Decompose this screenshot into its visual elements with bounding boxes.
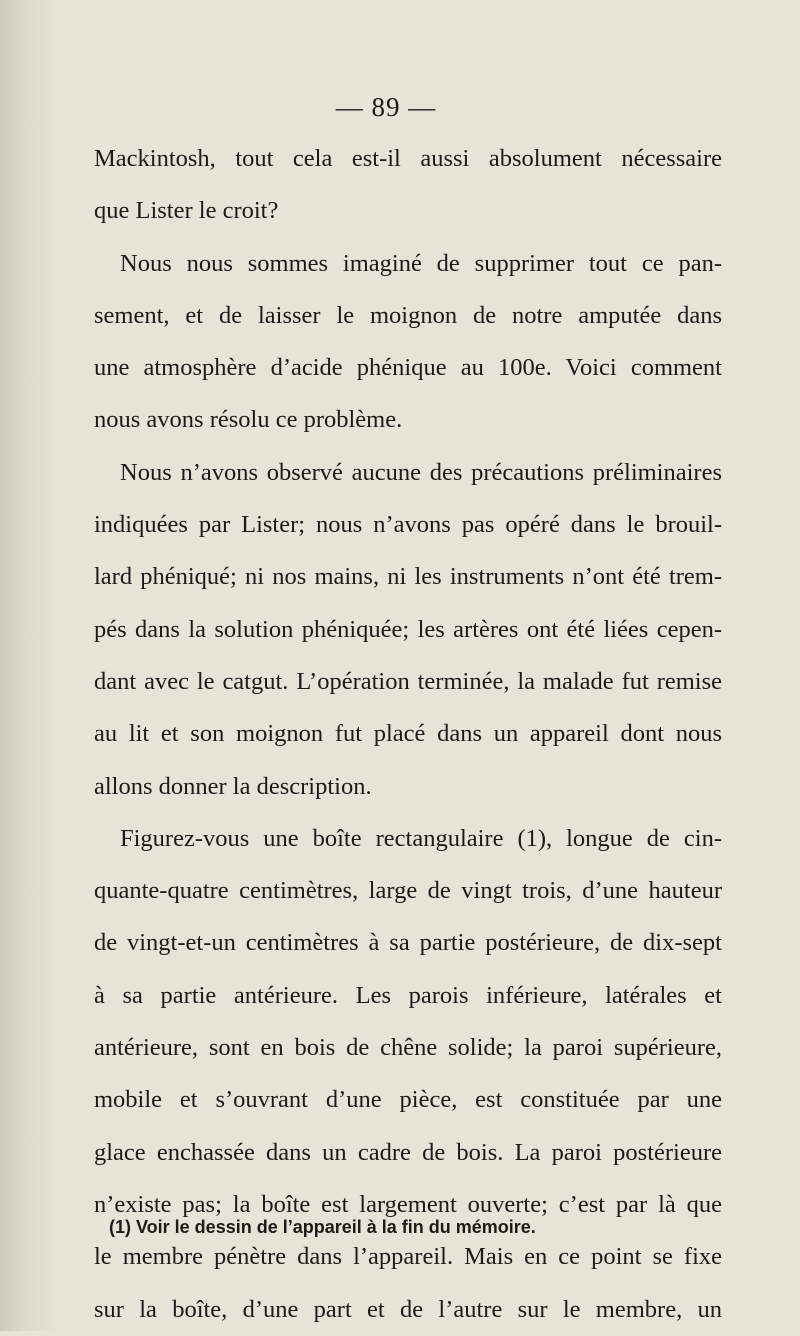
- text-line: pés dans la solution phéniquée; les artères ont été liées cepen-: [94, 615, 722, 643]
- text-line: que Lister le croit?: [94, 197, 279, 225]
- text-line: glace enchassée dans un cadre de bois. La paroi postérieure: [94, 1138, 722, 1166]
- body-text: [94, 133, 722, 1336]
- footnote: (1) Voir le dessin de l’appareil à la fin du mémoire.: [109, 1217, 536, 1237]
- text-line: Mackintosh, tout cela est-il aussi absolument nécessaire: [94, 145, 722, 172]
- page-edge-shadow: [0, 0, 60, 1331]
- text-line: à sa partie antérieure. Les parois inférieure, latérales et: [94, 981, 722, 1009]
- paragraph-start-line: Nous nous sommes imaginé de supprimer tout ce pan-: [120, 249, 722, 277]
- text-line: de vingt-et-un centimètres à sa partie postérieure, de dix-sept: [94, 929, 722, 957]
- text-line: mobile et s’ouvrant d’une pièce, est constituée par une: [94, 1086, 722, 1114]
- page-number: — 89 —: [335, 92, 437, 122]
- text-line: antérieure, sont en bois de chêne solide; la paroi supérieure,: [94, 1034, 722, 1062]
- text-line: le membre pénètre dans l’appareil. Mais en ce point se fixe: [94, 1243, 722, 1271]
- text-line: sement, et de laisser le moignon de notre amputée dans: [94, 301, 722, 329]
- text-line: nous avons résolu ce problème.: [94, 406, 403, 434]
- text-line: sur la boîte, d’une part et de l’autre sur le membre, un: [94, 1295, 722, 1323]
- text-line: allons donner la description.: [94, 772, 372, 800]
- paragraph-start-line: Nous n’avons observé aucune des précautions préliminaires: [120, 458, 722, 486]
- text-line: au lit et son moignon fut placé dans un appareil dont nous: [94, 720, 722, 748]
- text-line: une atmosphère d’acide phénique au 100e. Voici comment: [94, 354, 722, 382]
- text-line: dant avec le catgut. L’opération terminée, la malade fut remise: [94, 667, 722, 695]
- text-line: quante-quatre centimètres, large de vingt trois, d’une hauteur: [94, 877, 722, 905]
- paragraph-start-line: Figurez-vous une boîte rectangulaire (1), longue de cin-: [120, 824, 722, 852]
- text-line: lard phéniqué; ni nos mains, ni les instruments n’ont été trem-: [94, 563, 722, 591]
- text-line: n’existe pas; la boîte est largement ouverte; c’est par là que: [94, 1190, 722, 1218]
- text-line: indiquées par Lister; nous n’avons pas opéré dans le brouil-: [94, 511, 722, 539]
